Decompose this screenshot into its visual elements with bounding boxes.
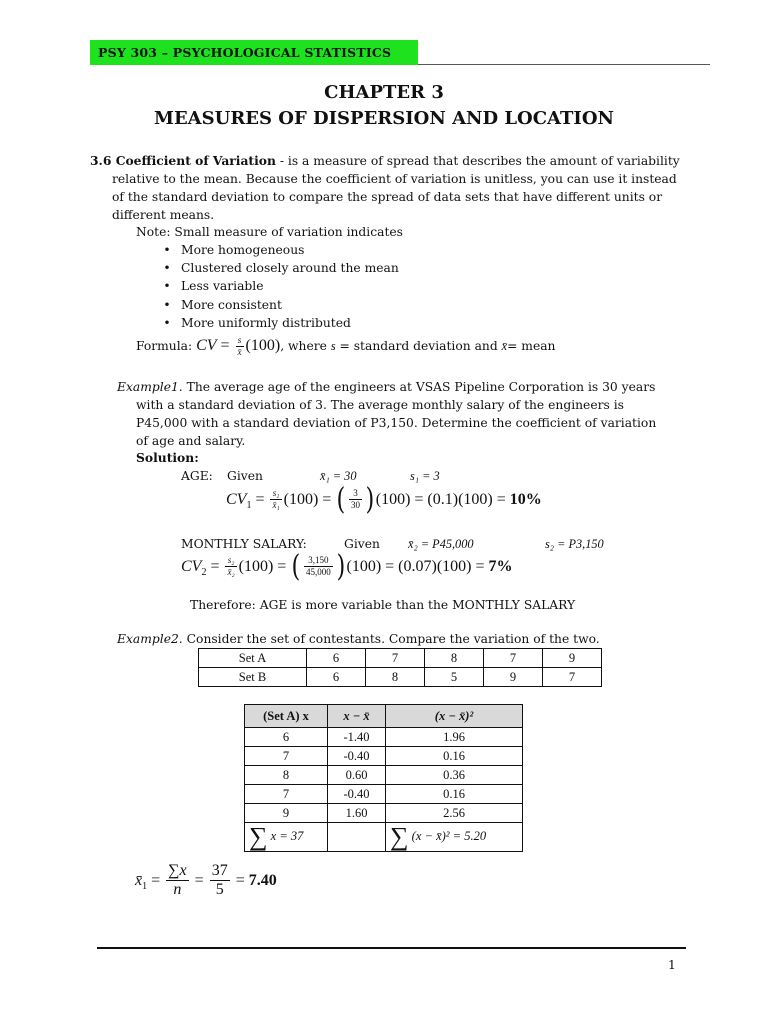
example1-line-1: Example1. The average age of the engineers at VSAS Pipeline Corporation is 30 years (117, 380, 656, 394)
table-row (245, 728, 523, 747)
table-cell: 9 (484, 668, 543, 687)
table-cell: 2.56 (386, 804, 523, 823)
bullet-icon: • (163, 243, 171, 257)
example1-line-3: P45,000 with a standard deviation of P3,150. Determine the coefficient of variation (136, 416, 657, 430)
salary-label: MONTHLY SALARY: (181, 537, 307, 551)
given-label: Given (344, 537, 380, 551)
summation-icon: ∑ (390, 822, 409, 852)
footer-rule (97, 947, 686, 949)
table-cell (328, 823, 386, 852)
table-cell: 7 (366, 649, 425, 668)
table-cell: Set A (199, 649, 307, 668)
conclusion-text: Therefore: AGE is more variable than the MONTHLY SALARY (190, 598, 576, 612)
table-cell: 9 (543, 649, 602, 668)
salary-sd: s₂ = P3,150 (545, 537, 604, 551)
page-number: 1 (668, 958, 676, 972)
cv-formula: Formula: CV = $\frac{s}{x̄}$ (100), where s = standard deviation and x̄= mean (136, 335, 556, 357)
sum-sq-cell: ∑ (x − x̄)² = 5.20 (386, 823, 523, 852)
table-cell: 6 (245, 728, 328, 747)
bullet-item: Less variable (181, 279, 264, 293)
table-cell: 0.60 (328, 766, 386, 785)
example2-line: Example2. Consider the set of contestants. Compare the variation of the two. (117, 632, 600, 646)
table-header-row (245, 705, 523, 728)
table-cell: 7 (484, 649, 543, 668)
bullet-icon: • (163, 298, 171, 312)
table-cell: 7 (245, 785, 328, 804)
sets-table (198, 648, 602, 687)
bullet-icon: • (163, 279, 171, 293)
section-line-2: relative to the mean. Because the coefficient of variation is unitless, you can use it instead (112, 172, 677, 186)
summation-icon: ∑ (249, 822, 268, 852)
table-cell: 6 (307, 668, 366, 687)
example1-line-4: of age and salary. (136, 434, 246, 448)
table-cell: 1.60 (328, 804, 386, 823)
salary-mean: x̄₂ = P45,000 (408, 537, 474, 551)
age-sd: s₁ = 3 (410, 469, 440, 483)
sum-x-cell: ∑ x = 37 (245, 823, 328, 852)
table-cell: -1.40 (328, 728, 386, 747)
table-cell: 8 (366, 668, 425, 687)
section-line-3: of the standard deviation to compare the spread of data sets that have different units or (112, 190, 663, 204)
table-row (245, 766, 523, 785)
bullet-item: More uniformly distributed (181, 316, 351, 330)
table-cell: 6 (307, 649, 366, 668)
bullet-item: More consistent (181, 298, 282, 312)
table-cell: -0.40 (328, 785, 386, 804)
table-sum-row (245, 823, 523, 852)
chapter-title: CHAPTER 3 (324, 82, 444, 103)
section-first-line: 3.6 Coefficient of Variation - is a measure of spread that describes the amount of variability (90, 153, 680, 168)
section-line-4: different means. (112, 208, 215, 222)
table-cell: 9 (245, 804, 328, 823)
table-row (245, 747, 523, 766)
column-header: (Set A) x (245, 705, 328, 728)
bullet-item: More homogeneous (181, 243, 305, 257)
cv1-equation: $CV_1$ = $\frac{\text{s₁}}{\text{x̄₁}}$ (100) = ( $\frac{3}{30}$ )(100) = (0.1)(100) = 10% (226, 481, 542, 517)
age-mean: x̄₁ = 30 (320, 469, 357, 483)
note-text: Note: Small measure of variation indicates (136, 225, 403, 239)
table-cell: 8 (245, 766, 328, 785)
age-label: AGE: (181, 469, 213, 483)
cv2-equation: $CV_2$ = $\frac{\text{s₂}}{\text{x̄₂}}$ (100) = ( $\frac{3,150}{45,000}$ )(100) = (0.07)(100) = 7% (181, 548, 513, 584)
set-a-deviation-table (244, 704, 523, 852)
table-row (199, 649, 602, 668)
table-cell: 0.16 (386, 785, 523, 804)
table-cell: -0.40 (328, 747, 386, 766)
table-row (199, 668, 602, 687)
course-header: PSY 303 – PSYCHOLOGICAL STATISTICS (98, 45, 392, 60)
given-label: Given (227, 469, 263, 483)
table-cell: 7 (543, 668, 602, 687)
header-rule (418, 64, 710, 65)
table-cell: 0.36 (386, 766, 523, 785)
table-cell: 7 (245, 747, 328, 766)
table-cell: 5 (425, 668, 484, 687)
bullet-item: Clustered closely around the mean (181, 261, 399, 275)
example1-line-2: with a standard deviation of 3. The average monthly salary of the engineers is (136, 398, 624, 412)
column-header: x − x̄ (328, 705, 386, 728)
table-cell: 1.96 (386, 728, 523, 747)
table-cell: 8 (425, 649, 484, 668)
column-header: (x − x̄)² (386, 705, 523, 728)
bullet-icon: • (163, 316, 171, 330)
table-row (245, 785, 523, 804)
solution-label: Solution: (136, 450, 199, 465)
topic-title: MEASURES OF DISPERSION AND LOCATION (154, 108, 614, 129)
table-row (245, 804, 523, 823)
bullet-icon: • (163, 261, 171, 275)
table-cell: 0.16 (386, 747, 523, 766)
mean-equation: $x̄_1$ = $\frac{\sum x}{n}$ = $\frac{37}{5}$ = 7.40 (135, 862, 277, 898)
table-cell: Set B (199, 668, 307, 687)
